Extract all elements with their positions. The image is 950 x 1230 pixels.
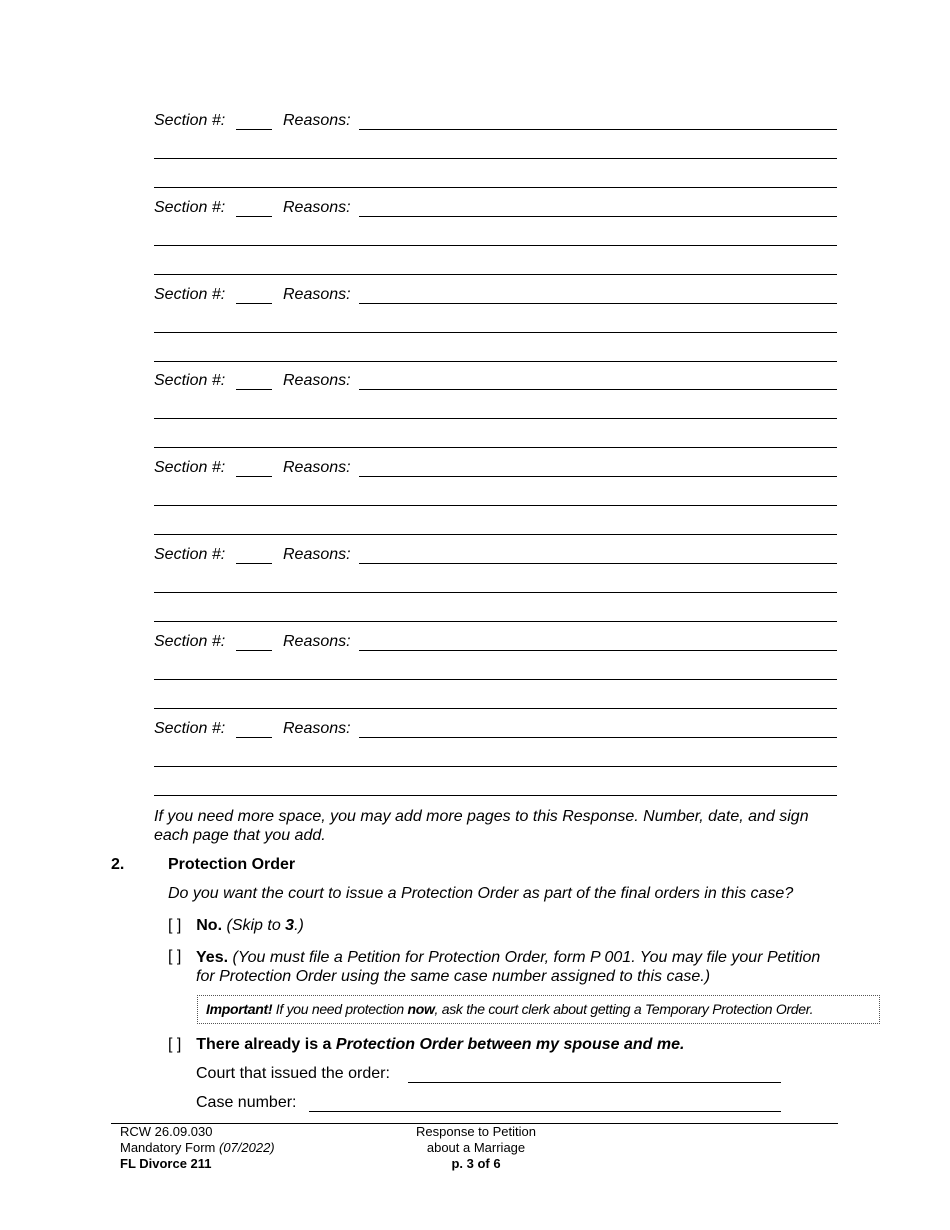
reasons-label: Reasons:	[283, 720, 351, 737]
section-row	[0, 633, 950, 720]
section-row	[0, 199, 950, 286]
more-space-note: If you need more space, you may add more pages to this Response. Number, date, and sign each page that you add.	[154, 808, 809, 844]
existing-label-italic: Protection Order between my spouse and me.	[335, 1036, 685, 1053]
item-number: 2.	[111, 856, 125, 873]
section-number-field[interactable]	[236, 303, 272, 304]
reasons-continuation-line[interactable]	[154, 795, 837, 796]
section-number-field[interactable]	[236, 216, 272, 217]
option-existing	[168, 1036, 684, 1054]
reasons-label: Reasons:	[283, 199, 351, 216]
footer-title-line2: about a Marriage	[426, 1140, 526, 1155]
section-number-label: Section #:	[154, 633, 226, 650]
case-number-label: Case number:	[196, 1094, 297, 1111]
reasons-continuation-line[interactable]	[154, 505, 837, 506]
section-number-field[interactable]	[236, 737, 272, 738]
reasons-continuation-line[interactable]	[154, 592, 837, 593]
section-number-label: Section #:	[154, 459, 226, 476]
important-label: Important!	[206, 1001, 273, 1017]
reasons-field[interactable]	[359, 650, 837, 651]
court-field[interactable]	[408, 1064, 781, 1083]
reasons-label: Reasons:	[283, 112, 351, 129]
section-row	[0, 459, 950, 546]
section-number-field[interactable]	[236, 389, 272, 390]
section-number-field[interactable]	[236, 129, 272, 130]
section-number-label: Section #:	[154, 720, 226, 737]
no-checkbox[interactable]: [ ]	[168, 917, 182, 934]
option-no	[168, 917, 304, 935]
reasons-field[interactable]	[359, 476, 837, 477]
reasons-continuation-line[interactable]	[154, 245, 837, 246]
reasons-continuation-line[interactable]	[154, 158, 837, 159]
footer-mandatory-date: (07/2022)	[218, 1140, 275, 1155]
no-note-num: 3	[285, 917, 295, 934]
reasons-field[interactable]	[359, 303, 837, 304]
reasons-continuation-line[interactable]	[154, 274, 837, 275]
section-number-field[interactable]	[236, 476, 272, 477]
section-row	[0, 372, 950, 459]
section-row	[0, 286, 950, 373]
section-number-label: Section #:	[154, 286, 226, 303]
option-yes	[196, 948, 836, 986]
section-number-label: Section #:	[154, 546, 226, 563]
existing-label: There already is a	[196, 1036, 336, 1053]
section-number-label: Section #:	[154, 112, 226, 129]
section-row	[0, 720, 950, 807]
footer-title-line1: Response to Petition	[416, 1124, 536, 1139]
yes-checkbox[interactable]: [ ]	[168, 948, 182, 965]
yes-note: (You must file a Petition for Protection Order, form P 001. You may file your Petition for Protection Order using the same case number assigned to this case.)	[196, 949, 821, 985]
footer-rcw: RCW 26.09.030	[120, 1124, 213, 1139]
reasons-continuation-line[interactable]	[154, 534, 837, 535]
reasons-continuation-line[interactable]	[154, 708, 837, 709]
reasons-continuation-line[interactable]	[154, 187, 837, 188]
no-note-pre: (Skip to	[226, 917, 286, 934]
item-title: Protection Order	[168, 856, 296, 873]
no-label: No.	[196, 917, 223, 934]
reasons-field[interactable]	[359, 389, 837, 390]
reasons-continuation-line[interactable]	[154, 679, 837, 680]
case-number-field[interactable]	[309, 1093, 781, 1112]
footer-center	[376, 1124, 576, 1172]
section-number-label: Section #:	[154, 372, 226, 389]
reasons-field[interactable]	[359, 216, 837, 217]
reasons-label: Reasons:	[283, 633, 351, 650]
section-number-field[interactable]	[236, 650, 272, 651]
reasons-field[interactable]	[359, 563, 837, 564]
important-text-pre: If you need protection	[272, 1001, 408, 1017]
footer-form-id: FL Divorce 211	[120, 1156, 212, 1171]
item-question: Do you want the court to issue a Protection Order as part of the final orders in this case?	[168, 885, 794, 902]
footer-page: p. 3 of 6	[451, 1156, 501, 1171]
section-number-field[interactable]	[236, 563, 272, 564]
reasons-label: Reasons:	[283, 372, 351, 389]
footer-left	[120, 1124, 275, 1172]
reasons-continuation-line[interactable]	[154, 447, 837, 448]
reasons-field[interactable]	[359, 737, 837, 738]
court-label: Court that issued the order:	[196, 1065, 390, 1082]
important-notice	[197, 995, 880, 1024]
important-text-post: , ask the court clerk about getting a Temporary Protection Order.	[434, 1001, 814, 1017]
reasons-continuation-line[interactable]	[154, 332, 837, 333]
yes-label: Yes.	[196, 949, 229, 966]
section-row	[0, 546, 950, 633]
section-row	[0, 112, 950, 199]
section-number-label: Section #:	[154, 199, 226, 216]
footer-mandatory: Mandatory Form (07/2022)	[120, 1140, 275, 1155]
reasons-continuation-line[interactable]	[154, 361, 837, 362]
reasons-continuation-line[interactable]	[154, 418, 837, 419]
reasons-label: Reasons:	[283, 459, 351, 476]
reasons-label: Reasons:	[283, 286, 351, 303]
reasons-continuation-line[interactable]	[154, 621, 837, 622]
no-note-post: .)	[294, 917, 304, 934]
reasons-field[interactable]	[359, 129, 837, 130]
reasons-continuation-line[interactable]	[154, 766, 837, 767]
reasons-label: Reasons:	[283, 546, 351, 563]
existing-checkbox[interactable]: [ ]	[168, 1036, 182, 1053]
important-now: now	[407, 1001, 435, 1017]
